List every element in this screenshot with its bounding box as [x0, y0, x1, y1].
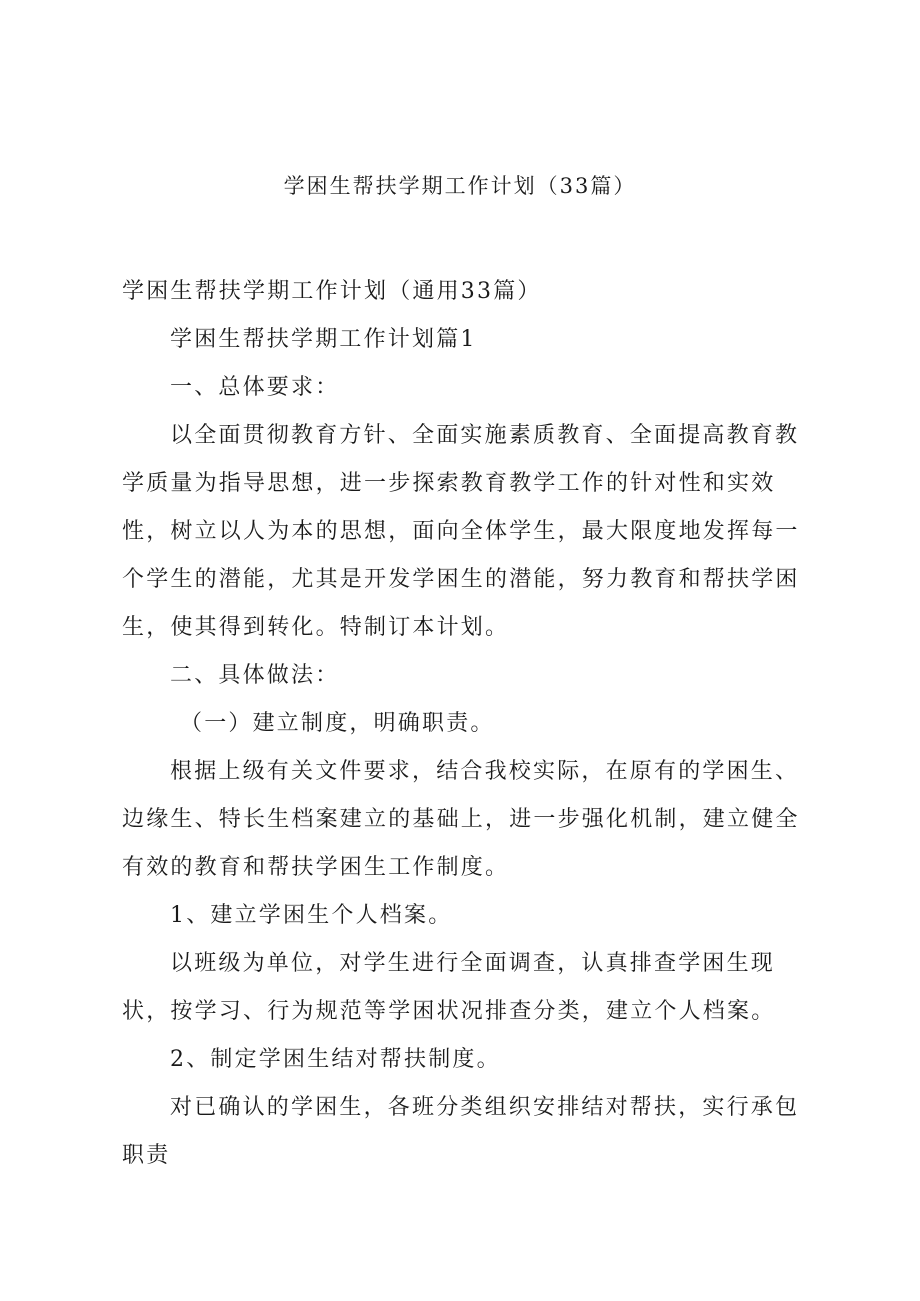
paragraph-heading-2: 二、具体做法： [170, 663, 340, 688]
paragraph-text: 以班级为单位，对学生进行全面调查，认真排查学困生现状，按学习、行为规范等学困状况排查分类，建立个人档案。 [122, 951, 776, 1024]
paragraph-text: 以全面贯彻教育方针、全面实施素质教育、全面提高教育教学质量为指导思想，进一步探索教育教学工作的针对性和实效性，树立以人为本的思想，面向全体学生，最大限度地发挥每一个学生的潜能，尤其是开发学困生的潜能，努力教育和帮扶学困生，使其得到转化。特制订本计划。 [122, 423, 800, 640]
paragraph-subtitle: 学困生帮扶学期工作计划（通用33篇） [122, 279, 542, 304]
paragraph-text: 根据上级有关文件要求，结合我校实际，在原有的学困生、边缘生、特长生档案建立的基础上，进一步强化机制，建立健全有效的教育和帮扶学困生工作制度。 [122, 759, 800, 880]
document-body [122, 268, 822, 1180]
paragraph-heading-1: 一、总体要求： [170, 375, 340, 400]
paragraph-text: 对已确认的学困生，各班分类组织安排结对帮扶，实行承包职责 [122, 1095, 800, 1168]
paragraph-section-heading: 学困生帮扶学期工作计划篇1 [170, 327, 477, 352]
document-title: 学困生帮扶学期工作计划（33篇） [283, 174, 637, 198]
paragraph-item-1: 1、建立学困生个人档案。 [170, 903, 453, 928]
paragraph-subheading-1: （一）建立制度，明确职责。 [180, 711, 495, 736]
paragraph-item-2: 2、制定学困生结对帮扶制度。 [170, 1047, 501, 1072]
